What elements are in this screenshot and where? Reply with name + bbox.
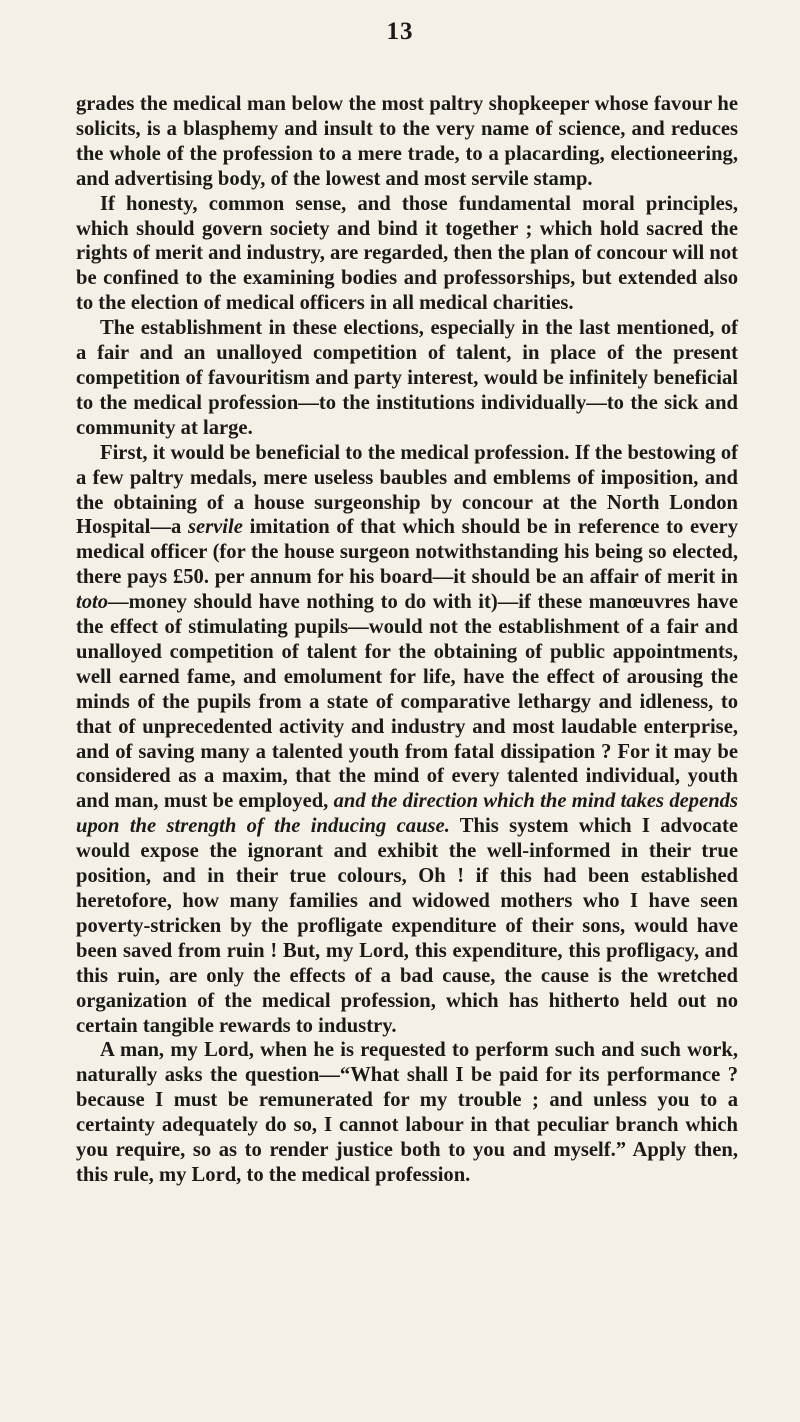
text-run: A man, my Lord, when he is requested to perform such and such work, naturally asks the question—“What shall I be paid for its performance ? because I must be remunerated for my trouble ; and unless you to a certainty adequately do so, I cannot labour in that peculiar branch which you require, so as to render justice both to you and myself.” Apply then, this rule, my Lord, to the medical profession.: [76, 1039, 738, 1186]
text-run: This system which I advocate would expose the ignorant and exhibit the well-informed in their true position, and in their true colours, Oh ! if this had been established heretofore, how many families and widowed mothers who I have seen poverty-stricken by the profligate expenditure of their sons, would have been saved from ruin ! But, my Lord, this expenditure, this profligacy, and this ruin, are only the effects of a bad cause, the cause is the wretched organization of the medical profession, which has hitherto held out no certain tangible rewards to industry.: [76, 815, 738, 1037]
page-number: 13: [386, 18, 414, 45]
paragraph: [76, 441, 738, 1039]
italic-text-run: servile: [187, 516, 243, 539]
italic-text-run: toto: [76, 591, 109, 614]
paragraph: [76, 1038, 738, 1187]
paragraph: [76, 192, 738, 317]
text-run: —money should have nothing to do with it)—if these manœuvres have the effect of stimulating pupils—would not the establishment of a fair and unalloyed competition of talent for the obtaining of public appointments, well earned fame, and emolument for life, have the effect of arousing the minds of the pupils from a state of comparative lethargy and idleness, to that of unprecedented activity and industry and most laudable enterprise, and of saving many a talented youth from fatal dissipation ? For it may be considered as a maxim, that the mind of every talented individual, youth and man, must be employed,: [76, 591, 738, 813]
body-text: [76, 92, 738, 1188]
text-run: The establishment in these elections, especially in the last mentioned, of a fair and an unalloyed competition of talent, in place of the present competition of favouritism and party interest, would be infinitely beneficial to the medical profession—to the institutions individually—to the sick and community at large.: [76, 317, 738, 439]
text-run: First, it would be beneficial to the medical profession. If the bestowing of a few paltry medals, mere useless baubles and emblems of imposition, and the obtaining of a house surgeonship by concour at the North London Hospital—a: [76, 441, 738, 539]
italic-text-run: and the direction which the mind takes depends upon the strength of the inducing cause.: [76, 790, 738, 838]
paragraph: [76, 316, 738, 441]
text-run: grades the medical man below the most paltry shopkeeper whose favour he solicits, is a blasphemy and insult to the very name of science, and reduces the whole of the profession to a mere trade, to a placarding, electioneering, and advertising body, of the lowest and most servile stamp.: [76, 93, 738, 190]
paragraph: [76, 92, 738, 192]
text-run: imitation of that which should be in reference to every medical officer (for the house surgeon notwithstanding his being so elected, there pays £50. per annum for his board—it should be an affair of merit in: [76, 516, 738, 589]
text-run: If honesty, common sense, and those fundamental moral principles, which should govern society and bind it together ; which hold sacred the rights of merit and industry, are regarded, then the plan of concour will not be confined to the examining bodies and professorships, but extended also to the election of medical officers in all medical charities.: [76, 192, 738, 315]
